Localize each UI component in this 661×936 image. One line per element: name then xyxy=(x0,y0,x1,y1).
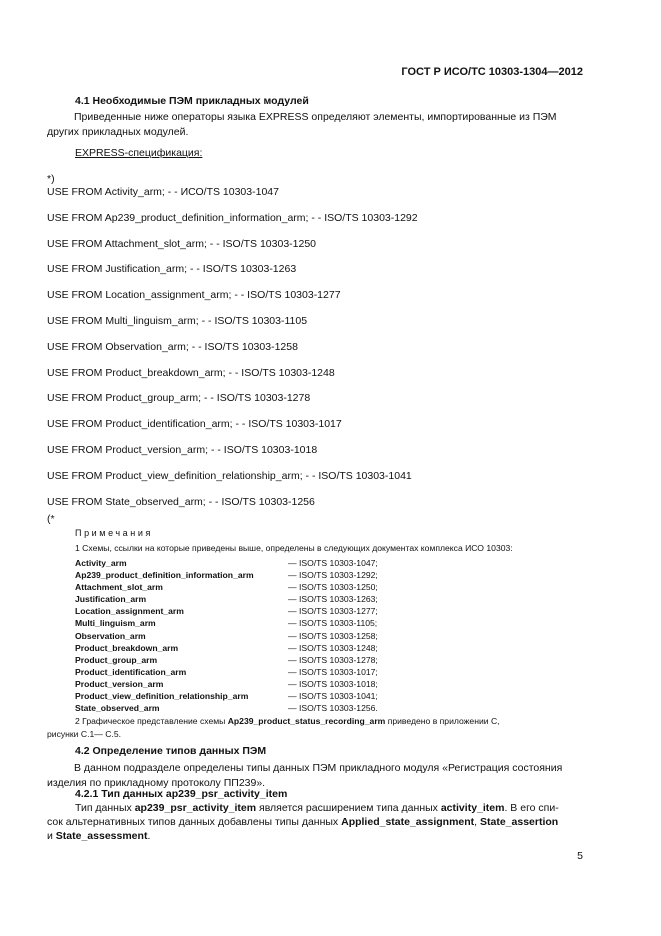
section-4-1-paragraph: Приведенные ниже операторы языка EXPRESS определяют элементы, импортированные из ПЭМ других прикладных модулей. xyxy=(47,111,557,138)
schema-row xyxy=(75,643,595,655)
schema-reference: — ISO/TS 10303-1263; xyxy=(288,594,378,605)
page-number: 5 xyxy=(577,850,583,862)
schema-reference-list xyxy=(75,558,595,715)
schema-row xyxy=(75,582,595,594)
schema-reference: — ISO/TS 10303-1017; xyxy=(288,666,378,677)
use-from-statement: USE FROM Activity_arm; - - ИСО/TS 10303-1047 xyxy=(47,186,279,198)
schema-row xyxy=(75,703,595,715)
schema-row xyxy=(75,679,595,691)
section-4-2-1-line1: Тип данных ap239_psr_activity_item является расширением типа данных activity_item. В его спи- xyxy=(75,802,559,814)
use-from-statement: USE FROM Multi_linguism_arm; - - ISO/TS 10303-1105 xyxy=(47,315,308,327)
section-4-1-title: 4.1 Необходимые ПЭМ прикладных модулей xyxy=(75,95,309,107)
schema-row xyxy=(75,667,595,679)
schema-reference: — ISO/TS 10303-1277; xyxy=(288,606,378,617)
schema-name: Activity_arm xyxy=(75,558,127,568)
schema-name: Product_version_arm xyxy=(75,678,164,689)
schema-reference: — ISO/TS 10303-1041; xyxy=(288,691,378,702)
notes-title: Примечания xyxy=(75,528,153,538)
schema-name: Observation_arm xyxy=(75,630,146,641)
schema-row xyxy=(75,655,595,667)
schema-row xyxy=(75,570,595,582)
note-2-line2: рисунки С.1— С.5. xyxy=(47,729,121,739)
schema-name: Product_group_arm xyxy=(75,654,158,665)
schema-reference: — ISO/TS 10303-1292; xyxy=(288,570,378,581)
schema-name: Product_view_definition_relationship_arm xyxy=(75,691,249,702)
schema-reference: — ISO/TS 10303-1047; xyxy=(288,558,378,568)
use-from-statement: USE FROM Location_assignment_arm; - - ISO/TS 10303-1277 xyxy=(47,289,341,302)
schema-row xyxy=(75,606,595,618)
schema-row xyxy=(75,631,595,643)
use-from-statement: USE FROM Product_breakdown_arm; - - ISO/TS 10303-1248 xyxy=(47,366,335,379)
section-4-2-paragraph: В данном подразделе определены типы данных ПЭМ прикладного модуля «Регистрация состояния изделия по прикладному протоколу ПП239». xyxy=(47,762,563,789)
use-from-statement: USE FROM Ap239_product_definition_information_arm; - - ISO/TS 10303-1292 xyxy=(47,211,418,224)
use-from-statement: USE FROM State_observed_arm; - - ISO/TS 10303-1256 xyxy=(47,495,315,508)
schema-reference: — ISO/TS 10303-1258; xyxy=(288,630,378,641)
schema-reference: — ISO/TS 10303-1018; xyxy=(288,678,378,689)
schema-name: Product_identification_arm xyxy=(75,666,187,677)
section-4-2-1-line2: сок альтернативных типов данных добавлены типы данных Applied_state_assignment, State_assertion xyxy=(47,816,559,828)
note-1-text: 1 Схемы, ссылки на которые приведены выше, определены в следующих документах комплекса ИСО 10303: xyxy=(75,543,513,553)
express-spec-label: EXPRESS-спецификация: xyxy=(75,147,203,159)
note-2-text: 2 Графическое представление схемы Ap239_product_status_recording_arm приведено в приложении С, xyxy=(75,716,500,726)
schema-name: Attachment_slot_arm xyxy=(75,582,163,593)
use-from-statement: USE FROM Justification_arm; - - ISO/TS 10303-1263 xyxy=(47,263,297,276)
schema-row xyxy=(75,594,595,606)
schema-reference: — ISO/TS 10303-1105; xyxy=(288,618,378,629)
use-from-statement: USE FROM Product_version_arm; - - ISO/TS 10303-1018 xyxy=(47,444,318,456)
schema-row xyxy=(75,691,595,703)
schema-name: State_observed_arm xyxy=(75,703,160,714)
use-from-statement: USE FROM Product_group_arm; - - ISO/TS 10303-1278 xyxy=(47,392,311,405)
schema-name: Location_assignment_arm xyxy=(75,606,184,617)
comment-open: *) xyxy=(47,173,55,185)
running-header: ГОСТ Р ИСО/ТС 10303-1304—2012 xyxy=(401,66,583,78)
schema-row xyxy=(75,618,595,630)
schema-reference: — ISO/TS 10303-1278; xyxy=(288,654,378,665)
schema-name: Product_breakdown_arm xyxy=(75,642,179,653)
schema-row xyxy=(75,558,595,570)
schema-name: Ap239_product_definition_information_arm xyxy=(75,570,254,581)
section-4-2-title: 4.2 Определение типов данных ПЭМ xyxy=(75,745,267,757)
schema-name: Justification_arm xyxy=(75,594,147,605)
schema-reference: — ISO/TS 10303-1256. xyxy=(288,703,378,714)
schema-name: Multi_linguism_arm xyxy=(75,618,156,629)
comment-close: (* xyxy=(47,513,55,525)
schema-reference: — ISO/TS 10303-1250; xyxy=(288,582,378,593)
use-from-statement: USE FROM Attachment_slot_arm; - - ISO/TS 10303-1250 xyxy=(47,237,317,250)
schema-reference: — ISO/TS 10303-1248; xyxy=(288,642,378,653)
use-from-statement: USE FROM Product_identification_arm; - - ISO/TS 10303-1017 xyxy=(47,418,342,431)
section-4-2-1-line3: и State_assessment. xyxy=(47,830,151,842)
section-4-2-1-title: 4.2.1 Тип данных ap239_psr_activity_item xyxy=(75,788,288,800)
use-from-statement: USE FROM Observation_arm; - - ISO/TS 10303-1258 xyxy=(47,340,298,353)
use-from-statement: USE FROM Product_view_definition_relationship_arm; - - ISO/TS 10303-1041 xyxy=(47,469,412,482)
